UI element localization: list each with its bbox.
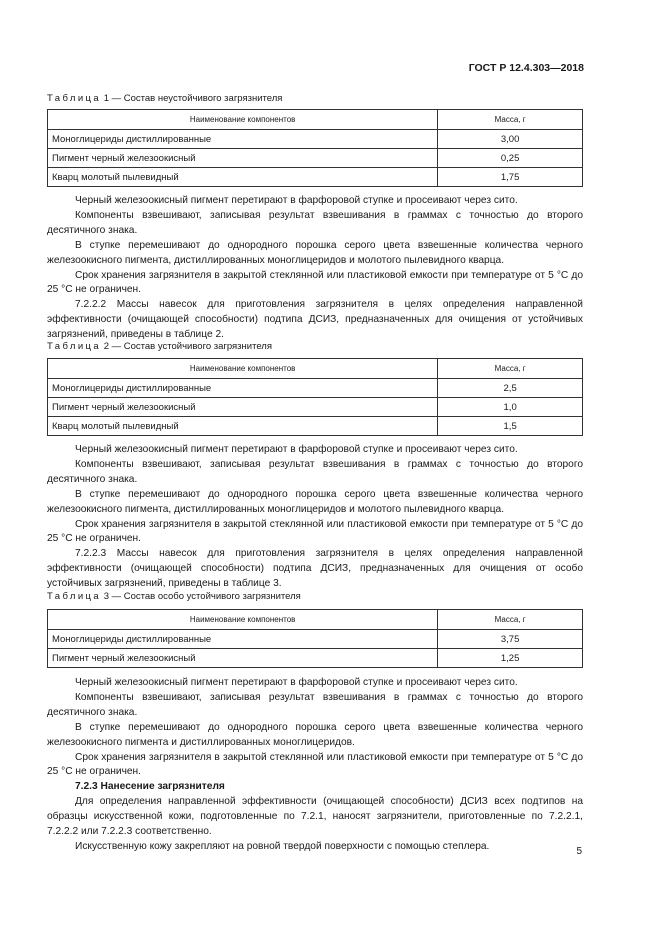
component-mass: 1,25 (438, 649, 583, 668)
table-label: Таблица (47, 341, 102, 352)
table-3 (47, 609, 583, 668)
component-name: Пигмент черный железоокисный (48, 398, 438, 417)
component-mass: 3,75 (438, 630, 583, 649)
component-mass: 1,75 (438, 168, 583, 187)
component-mass: 2,5 (438, 379, 583, 398)
table-1-caption (47, 93, 282, 104)
table-2-caption (47, 341, 272, 352)
table-row (48, 649, 583, 668)
table-1 (47, 109, 583, 187)
table-row (48, 630, 583, 649)
paragraph: Для определения направленной эффективности (очищающей способности) ДСИЗ всех подтипов на образцы искусственной кожи, подготовленные по 7.2.1, наносят загрязнители, приготовленные по 7.2.2.1, 7.2.2.2 или 7.2.2.3 соответственно. (47, 796, 583, 838)
component-mass: 1,0 (438, 398, 583, 417)
paragraph: В ступке перемешивают до однородного порошка серого цвета взвешенные количества черного железоокисного пигмента, дистиллированных моноглицеридов и молотого пылевидного кварца. (47, 239, 583, 266)
component-name: Пигмент черный железоокисный (48, 149, 438, 168)
paragraph: Компоненты взвешивают, записывая результат взвешивания в граммах с точностью до второго десятичного знака. (47, 209, 583, 236)
component-name: Кварц молотый пылевидный (48, 168, 438, 187)
table-header-row (48, 610, 583, 630)
table-3-caption (47, 591, 301, 602)
paragraph: В ступке перемешивают до однородного порошка серого цвета взвешенные количества черного железоокисного пигмента, дистиллированных моноглицеридов и молотого пылевидного кварца. (47, 488, 583, 515)
table-label: Таблица (47, 591, 102, 602)
paragraph: 7.2.2.3 Массы навесок для приготовления загрязнителя в целях определения направленной эффективности (очищающей способности) подтипа ДСИЗ, предназначенных для очищения от особо устойчивых загрязнений, приведены в таблице 3. (47, 548, 583, 590)
paragraph: Срок хранения загрязнителя в закрытой стеклянной или пластиковой емкости при температуре от 5 °С до 25 °С не ограничен. (47, 269, 583, 296)
section-2-text (47, 443, 583, 592)
component-name: Кварц молотый пылевидный (48, 417, 438, 436)
column-header-components: Наименование компонентов (48, 110, 438, 130)
table-row (48, 417, 583, 436)
component-mass: 0,25 (438, 149, 583, 168)
section-heading: 7.2.3 Нанесение загрязнителя (75, 781, 225, 793)
component-name: Моноглицериды дистиллированные (48, 130, 438, 149)
table-row (48, 398, 583, 417)
column-header-mass: Масса, г (438, 359, 583, 379)
component-name: Моноглицериды дистиллированные (48, 379, 438, 398)
table-label: Таблица (47, 93, 102, 104)
paragraph: Черный железоокисный пигмент перетирают в фарфоровой ступке и просеивают через сито. (75, 677, 518, 688)
column-header-mass: Масса, г (438, 110, 583, 130)
table-title: 2 — Состав устойчивого загрязнителя (101, 341, 272, 352)
paragraph: 7.2.2.2 Массы навесок для приготовления загрязнителя в целях определения направленной эффективности (очищающей способности) подтипа ДСИЗ, предназначенных для очищения от устойчивых загрязнений, приведены в таблице 2. (47, 299, 583, 341)
component-mass: 3,00 (438, 130, 583, 149)
section-3-text (47, 676, 583, 855)
table-header-row (48, 110, 583, 130)
paragraph: В ступке перемешивают до однородного порошка серого цвета взвешенные количества черного железоокисного пигмента и дистиллированных моноглицеридов. (47, 721, 583, 748)
paragraph: Компоненты взвешивают, записывая результат взвешивания в граммах с точностью до второго десятичного знака. (47, 458, 583, 485)
table-title: 3 — Состав особо устойчивого загрязнителя (101, 591, 301, 602)
column-header-components: Наименование компонентов (48, 610, 438, 630)
table-row (48, 149, 583, 168)
table-title: 1 — Состав неустойчивого загрязнителя (101, 93, 283, 104)
paragraph: Черный железоокисный пигмент перетирают в фарфоровой ступке и просеивают через сито. (75, 444, 518, 455)
page-number: 5 (576, 846, 582, 857)
table-row (48, 168, 583, 187)
column-header-mass: Масса, г (438, 610, 583, 630)
paragraph: Искусственную кожу закрепляют на ровной твердой поверхности с помощью степлера. (75, 840, 490, 852)
table-row (48, 130, 583, 149)
paragraph: Срок хранения загрязнителя в закрытой стеклянной или пластиковой емкости при температуре от 5 °С до 25 °С не ограничен. (47, 751, 583, 778)
section-1-text (47, 194, 583, 343)
paragraph: Срок хранения загрязнителя в закрытой стеклянной или пластиковой емкости при температуре от 5 °С до 25 °С не ограничен. (47, 518, 583, 545)
paragraph: Черный железоокисный пигмент перетирают в фарфоровой ступке и просеивают через сито. (75, 195, 518, 206)
component-name: Пигмент черный железоокисный (48, 649, 438, 668)
table-row (48, 379, 583, 398)
component-name: Моноглицериды дистиллированные (48, 630, 438, 649)
document-header: ГОСТ Р 12.4.303—2018 (468, 62, 584, 74)
paragraph: Компоненты взвешивают, записывая результат взвешивания в граммах с точностью до второго десятичного знака. (47, 691, 583, 718)
column-header-components: Наименование компонентов (48, 359, 438, 379)
component-mass: 1,5 (438, 417, 583, 436)
table-header-row (48, 359, 583, 379)
table-2 (47, 358, 583, 436)
